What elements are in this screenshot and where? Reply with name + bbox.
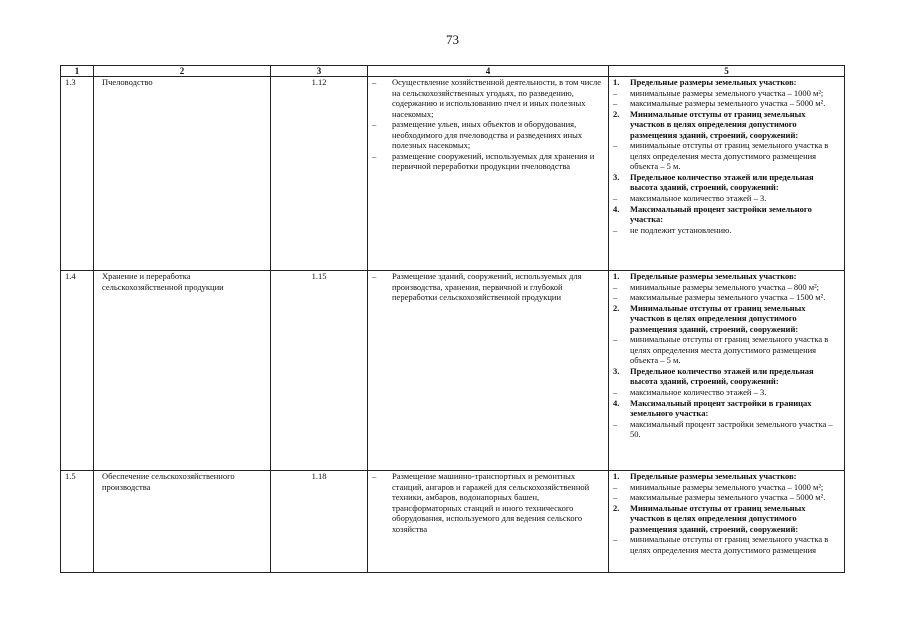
row-parameters: [609, 471, 845, 573]
row-code: 1.5: [61, 471, 94, 573]
parameter-heading: 3. Предельное количество этажей или предельная высота зданий, строений, сооружений:: [613, 365, 814, 387]
parameter-value: – максимальные размеры земельного участка – 5000 м².: [613, 492, 826, 503]
column-header-2: 2: [94, 66, 271, 77]
parameter-value: – минимальные размеры земельного участка – 1000 м²;: [613, 87, 824, 98]
parameter-value: – максимальный процент застройки земельного участка – 50.: [613, 418, 833, 440]
parameter-value: – не подлежит установлению.: [613, 224, 732, 235]
parameter-heading: 4. Максимальный процент застройки земельного участка:: [613, 203, 812, 225]
row-parameters: [609, 77, 845, 271]
parameter-heading: 1. Предельные размеры земельных участков:: [613, 271, 797, 281]
row-name: Хранение и переработка сельскохозяйственной продукции: [94, 271, 271, 471]
parameter-heading: 1. Предельные размеры земельных участков:: [613, 77, 797, 87]
column-header-4: 4: [368, 66, 609, 77]
description-item: – Размещение зданий, сооружений, используемых для производства, хранения, первичной и глубокой переработки сельскохозяйственной продукции: [372, 271, 582, 303]
table-row: [61, 77, 845, 271]
parameter-value: – минимальные размеры земельного участка – 800 м²;: [613, 281, 820, 292]
table-row: [61, 471, 845, 573]
column-header-3: 3: [271, 66, 368, 77]
row-class-code: 1.12: [271, 77, 368, 271]
parameter-value: – максимальное количество этажей – 3.: [613, 387, 767, 398]
page-number: 73: [446, 32, 459, 47]
row-class-code: 1.18: [271, 471, 368, 573]
parameter-heading: 2. Минимальные отступы от границ земельных участков в целях определения допустимого размещения зданий, строений, сооружений:: [613, 302, 806, 334]
parameter-value: – максимальные размеры земельного участка – 5000 м².: [613, 98, 826, 109]
parameter-value: – минимальные отступы от границ земельного участка в целях определения места допустимого размещения объекта – 5 м.: [613, 140, 829, 172]
row-code: 1.4: [61, 271, 94, 471]
table-row: [61, 271, 845, 471]
description-item: – размещение ульев, иных объектов и оборудования, необходимого для пчеловодства и разведениях иных полезных насекомых;: [372, 119, 583, 151]
land-use-table: [60, 65, 845, 573]
parameter-value: – максимальное количество этажей – 3.: [613, 193, 767, 204]
parameter-value: – минимальные отступы от границ земельного участка в целях определения места допустимого размещения: [613, 534, 829, 555]
parameter-value: – максимальные размеры земельного участка – 1500 м².: [613, 292, 826, 303]
parameter-heading: 1. Предельные размеры земельных участков:: [613, 471, 797, 481]
row-name: Обеспечение сельскохозяйственного производства: [94, 471, 271, 573]
row-code: 1.3: [61, 77, 94, 271]
row-name: Пчеловодство: [94, 77, 271, 271]
row-class-code: 1.15: [271, 271, 368, 471]
description-item: – Размещение машинно-транспортных и ремонтных станций, ангаров и гаражей для сельскохозяйственной техники, амбаров, водонапорных башен, трансформаторных станций и иного технического оборудования, используемого для ведения сельского хозяйства: [372, 471, 590, 534]
parameter-value: – минимальные размеры земельного участка – 1000 м²;: [613, 481, 824, 492]
parameter-heading: 2. Минимальные отступы от границ земельных участков в целях определения допустимого размещения зданий, строений, сооружений:: [613, 108, 806, 140]
row-description: [368, 271, 609, 471]
row-description: [368, 471, 609, 573]
parameter-value: – минимальные отступы от границ земельного участка в целях определения места допустимого размещения объекта – 5 м.: [613, 334, 829, 366]
row-parameters: [609, 271, 845, 471]
parameter-heading: 4. Максимальный процент застройки в границах земельного участка:: [613, 397, 812, 419]
column-header-5: 5: [609, 66, 845, 77]
parameter-heading: 2. Минимальные отступы от границ земельных участков в целях определения допустимого размещения зданий, строений, сооружений:: [613, 502, 806, 534]
description-item: – Осуществление хозяйственной деятельности, в том числе на сельскохозяйственных угодьях, по разведению, содержанию и использованию пчел и иных полезных насекомых;: [372, 77, 602, 119]
parameter-heading: 3. Предельное количество этажей или предельная высота зданий, строений, сооружений:: [613, 171, 814, 193]
description-item: – размещение сооружений, используемых для хранения и первичной переработки продукции пчеловодства: [372, 150, 595, 172]
row-description: [368, 77, 609, 271]
column-header-1: 1: [61, 66, 94, 77]
table-header: [61, 66, 845, 77]
